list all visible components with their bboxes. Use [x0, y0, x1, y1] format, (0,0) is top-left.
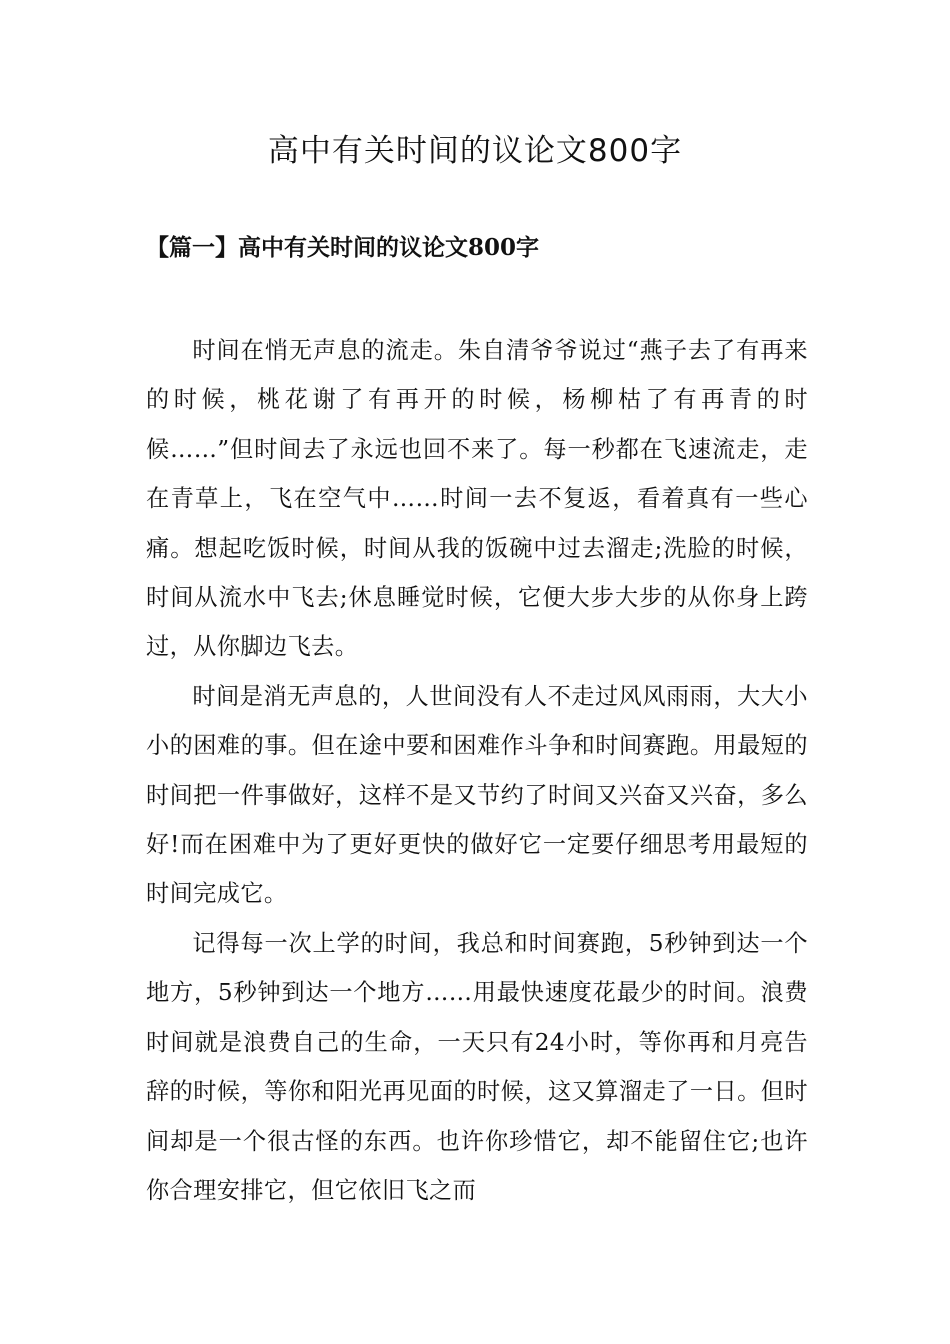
- document-body: [146, 326, 808, 1215]
- paragraph-3: 记得每一次上学的时间，我总和时间赛跑，5秒钟到达一个地方，5秒钟到达一个地方……用最快速度花最少的时间。浪费时间就是浪费自己的生命，一天只有24小时，等你再和月亮告辞的时候，等你和阳光再见面的时候，这又算溜走了一日。但时间却是一个很古怪的东西。也许你珍惜它，却不能留住它;也许你合理安排它，但它依旧飞之而: [146, 929, 808, 1204]
- document-title: 高中有关时间的议论文800字: [267, 133, 683, 169]
- paragraph-1: 时间在悄无声息的流走。朱自清爷爷说过“燕子去了有再来的时候，桃花谢了有再开的时候，杨柳枯了有再青的时候……”但时间去了永远也回不来了。每一秒都在飞速流走，走在青草上，飞在空气中……时间一去不复返，看着真有一些心痛。想起吃饭时候，时间从我的饭碗中过去溜走;洗脸的时候，时间从流水中飞去;休息睡觉时候，它便大步大步的从你身上跨过，从你脚边飞去。: [146, 337, 808, 661]
- paragraph-2: 时间是消无声息的，人世间没有人不走过风风雨雨，大大小小的困难的事。但在途中要和困难作斗争和时间赛跑。用最短的时间把一件事做好，这样不是又节约了时间又兴奋又兴奋，多么好!而在困难中为了更好更快的做好它一定要仔细思考用最短的时间完成它。: [146, 682, 808, 908]
- section-heading: 【篇一】高中有关时间的议论文800字: [146, 234, 540, 261]
